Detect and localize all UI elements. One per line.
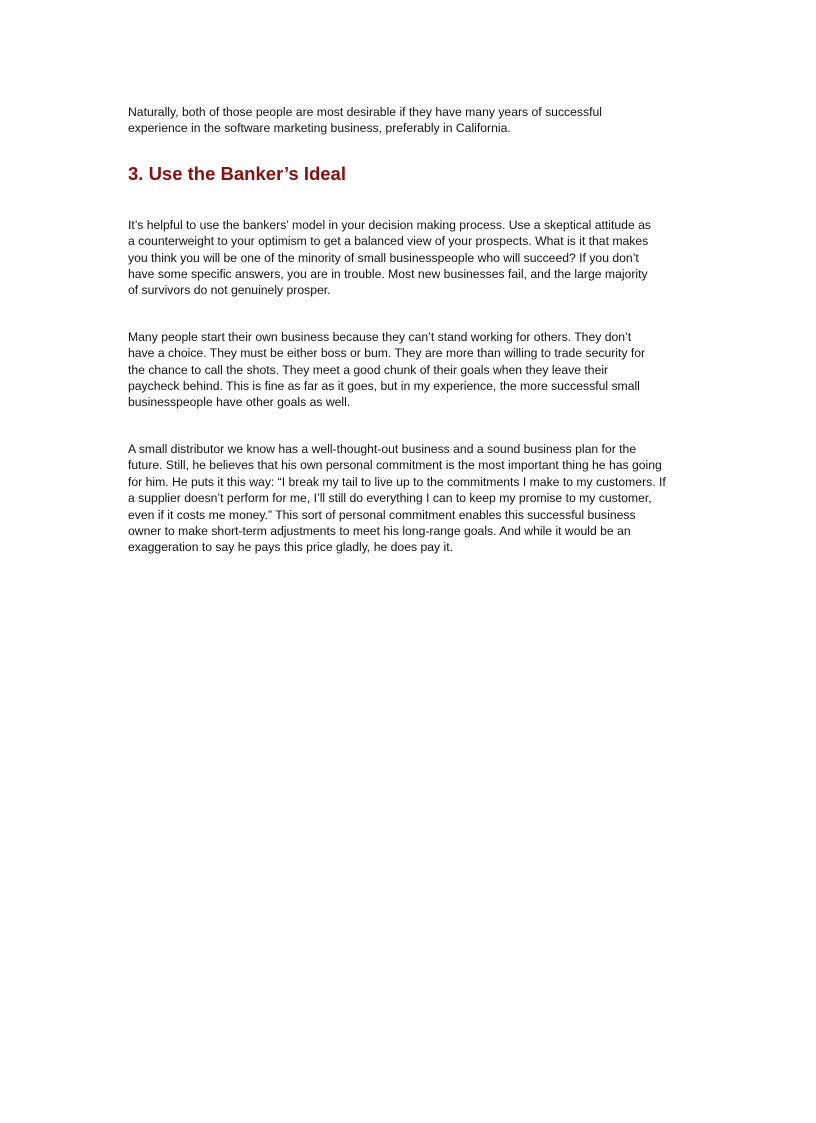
body-paragraph-own-business: Many people start their own business because they can’t stand working for others. They don’t have a choice. They must be either boss or bum. They are more than willing to trade security for the chance to call the shots. They meet a good chunk of their goals when they leave their paycheck behind. This is fine as far as it goes, but in my experience, the more successful small businesspeople have other goals as well. (128, 329, 646, 410)
intro-paragraph: Naturally, both of those people are most desirable if they have many years of successful experience in the software marketing business, preferably in California. (128, 105, 602, 136)
document-body (128, 104, 720, 586)
body-paragraph-small-distributor: A small distributor we know has a well-thought-out business and a sound business plan for the future. Still, he believes that his own personal commitment is the most important thing he has going for him. He puts it this way: “I break my tail to live up to the commitments I make to my customers. If a supplier doesn’t perform for me, I’ll still do everything I can to keep my promise to my customer, even if it costs me money.” This sort of personal commitment enables this successful business owner to make short-term adjustments to meet his long-range goals. And while it would be an exaggeration to say he pays this price gladly, he does pay it. (128, 441, 666, 555)
body-paragraph-bankers-model: It’s helpful to use the bankers’ model in your decision making process. Use a skeptical attitude as a counterweight to your optimism to get a balanced view of your prospects. What is it that makes you think you will be one of the minority of small businesspeople who will succeed? If you don’t have some specific answers, you are in trouble. Most new businesses fail, and the large majority of survivors do not genuinely prosper. (128, 217, 651, 298)
section-heading: 3. Use the Banker’s Ideal (128, 162, 346, 184)
